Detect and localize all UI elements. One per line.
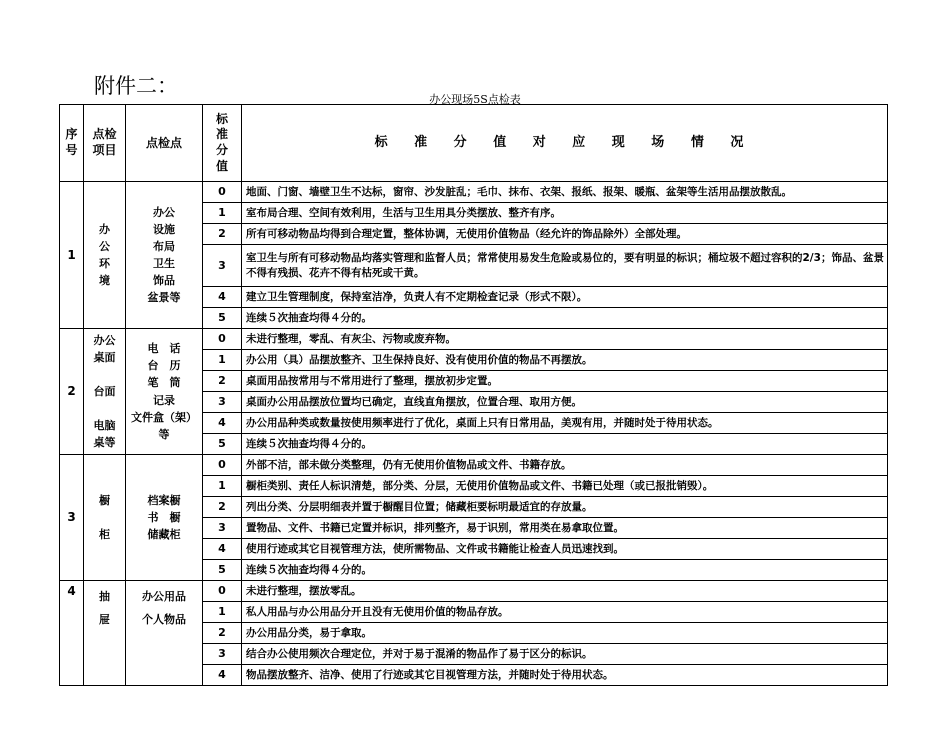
standard-description: 地面、门窗、墙壁卫生不达标，窗帘、沙发脏乱；毛巾、抹布、衣架、报纸、报架、暖瓶、盆架等生活用品摆放散乱。 bbox=[242, 182, 888, 203]
section-seq: 2 bbox=[60, 329, 84, 455]
score-cell: 1 bbox=[203, 602, 242, 623]
score-cell: 3 bbox=[203, 518, 242, 539]
score-cell: 2 bbox=[203, 371, 242, 392]
standard-description: 建立卫生管理制度，保持室洁净，负责人有不定期检查记录（形式不限）。 bbox=[242, 287, 888, 308]
score-cell: 4 bbox=[203, 413, 242, 434]
score-cell: 5 bbox=[203, 434, 242, 455]
score-cell: 3 bbox=[203, 644, 242, 665]
standard-description: 室布局合理、空间有效利用，生活与卫生用具分类摆放、整齐有序。 bbox=[242, 203, 888, 224]
header-standard: 标 准 分 值 对 应 现 场 情 况 bbox=[242, 105, 888, 182]
standard-description: 所有可移动物品均得到合理定置，整体协调，无使用价值物品（经允许的饰品除外）全部处理。 bbox=[242, 224, 888, 245]
section-item: 办 公 环 境 bbox=[84, 182, 126, 329]
standard-description: 连续５次抽查均得４分的。 bbox=[242, 560, 888, 581]
section-point: 办公用品 个人物品 bbox=[126, 581, 203, 686]
standard-description: 置物品、文件、书籍已定置并标识，排列整齐，易于识别，常用类在易拿取位置。 bbox=[242, 518, 888, 539]
score-cell: 3 bbox=[203, 245, 242, 287]
section-item: 抽 屉 bbox=[84, 581, 126, 686]
section-point: 办公 设施 布局 卫生 饰品 盆景等 bbox=[126, 182, 203, 329]
standard-description: 桌面用品按常用与不常用进行了整理，摆放初步定置。 bbox=[242, 371, 888, 392]
section-item: 办公 桌面 台面 电脑 桌等 bbox=[84, 329, 126, 455]
header-item: 点检 项目 bbox=[84, 105, 126, 182]
section-point: 档案橱 书 橱 储藏柜 bbox=[126, 455, 203, 581]
score-cell: 0 bbox=[203, 581, 242, 602]
standard-description: 未进行整理，摆放零乱。 bbox=[242, 581, 888, 602]
standard-description: 使用行迹或其它目视管理方法，使所需物品、文件或书籍能让检查人员迅速找到。 bbox=[242, 539, 888, 560]
table-row bbox=[60, 581, 888, 602]
score-cell: 1 bbox=[203, 203, 242, 224]
standard-description: 外部不洁，部未做分类整理，仍有无使用价值物品或文件、书籍存放。 bbox=[242, 455, 888, 476]
header-point: 点检点 bbox=[126, 105, 203, 182]
standard-description: 办公用品种类或数量按使用频率进行了优化，桌面上只有日常用品，美观有用，并随时处于待用状态。 bbox=[242, 413, 888, 434]
score-cell: 2 bbox=[203, 623, 242, 644]
header-row bbox=[60, 105, 888, 182]
standard-description: 桌面办公用品摆放位置均已确定，直线直角摆放，位置合理、取用方便。 bbox=[242, 392, 888, 413]
standard-description: 连续５次抽查均得４分的。 bbox=[242, 308, 888, 329]
section-seq: 1 bbox=[60, 182, 84, 329]
header-score: 标 准 分 值 bbox=[203, 105, 242, 182]
section-seq: 4 bbox=[60, 581, 84, 686]
standard-description: 室卫生与所有可移动物品均落实管理和监督人员；常常使用易发生危险或易位的，要有明显的标识；桶垃圾不超过容积的2/3；饰品、盆景不得有残损、花卉不得有枯死或干黄。 bbox=[242, 245, 888, 287]
table-row bbox=[60, 182, 888, 203]
section-item: 橱 柜 bbox=[84, 455, 126, 581]
standard-description: 橱柜类别、责任人标识清楚，部分类、分层，无使用价值物品或文件、书籍已处理（或已报批销毁）。 bbox=[242, 476, 888, 497]
table-row bbox=[60, 455, 888, 476]
table-body bbox=[60, 182, 888, 686]
score-cell: 3 bbox=[203, 392, 242, 413]
standard-description: 物品摆放整齐、洁净、使用了行迹或其它目视管理方法，并随时处于待用状态。 bbox=[242, 665, 888, 686]
header-seq: 序 号 bbox=[60, 105, 84, 182]
score-cell: 1 bbox=[203, 476, 242, 497]
table-row bbox=[60, 329, 888, 350]
section-seq: 3 bbox=[60, 455, 84, 581]
table-subtitle: 办公现场5S点检表 bbox=[429, 93, 521, 106]
attachment-label: 附件二： bbox=[94, 74, 178, 98]
score-cell: 4 bbox=[203, 287, 242, 308]
standard-description: 结合办公使用频次合理定位，并对于易于混淆的物品作了易于区分的标识。 bbox=[242, 644, 888, 665]
score-cell: 5 bbox=[203, 308, 242, 329]
score-cell: 4 bbox=[203, 539, 242, 560]
standard-description: 办公用品分类，易于拿取。 bbox=[242, 623, 888, 644]
inspection-table bbox=[59, 104, 888, 686]
score-cell: 0 bbox=[203, 329, 242, 350]
score-cell: 0 bbox=[203, 182, 242, 203]
section-point: 电 话 台 历 笔 筒 记录 文件盒（架） 等 bbox=[126, 329, 203, 455]
score-cell: 4 bbox=[203, 665, 242, 686]
score-cell: 2 bbox=[203, 224, 242, 245]
score-cell: 5 bbox=[203, 560, 242, 581]
score-cell: 0 bbox=[203, 455, 242, 476]
standard-description: 办公用（具）品摆放整齐、卫生保持良好、没有使用价值的物品不再摆放。 bbox=[242, 350, 888, 371]
standard-description: 未进行整理，零乱、有灰尘、污物或废弃物。 bbox=[242, 329, 888, 350]
standard-description: 私人用品与办公用品分开且没有无使用价值的物品存放。 bbox=[242, 602, 888, 623]
standard-description: 列出分类、分层明细表并置于橱醒目位置；储藏柜要标明最适宜的存放量。 bbox=[242, 497, 888, 518]
standard-description: 连续５次抽查均得４分的。 bbox=[242, 434, 888, 455]
score-cell: 2 bbox=[203, 497, 242, 518]
score-cell: 1 bbox=[203, 350, 242, 371]
